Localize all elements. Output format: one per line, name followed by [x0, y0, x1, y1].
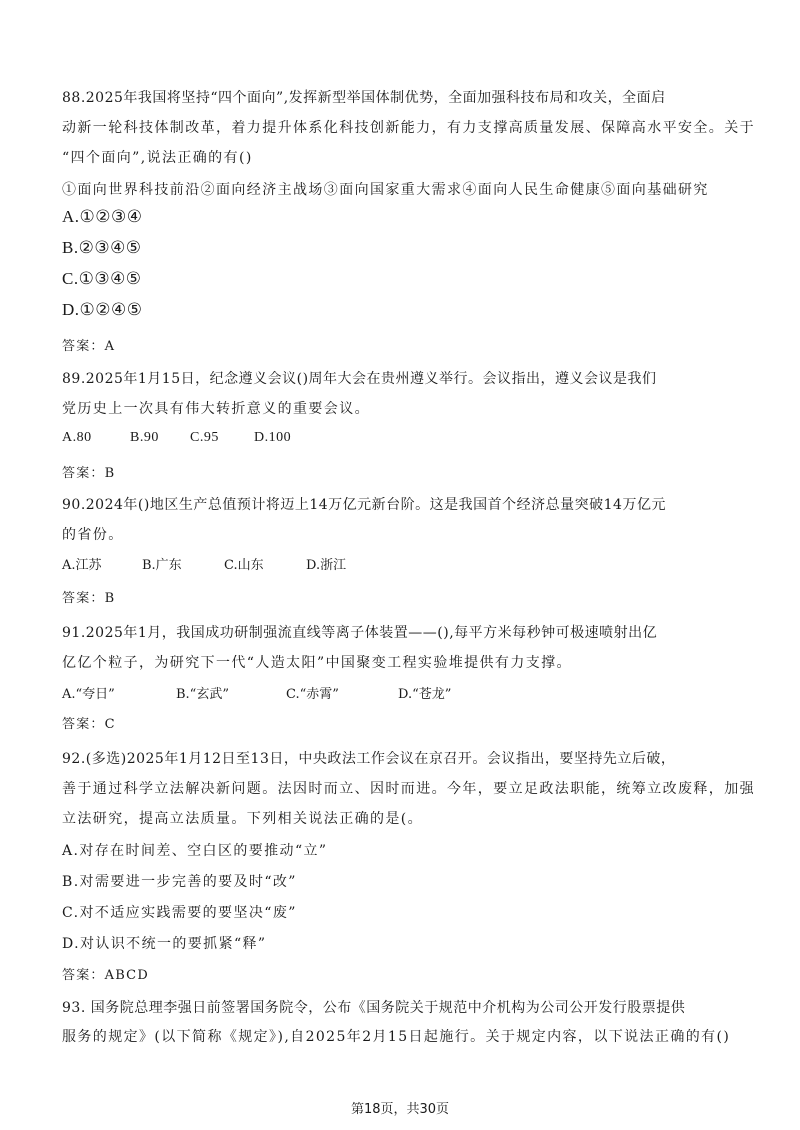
question-91-line-1: 91.2025年1月，我国成功研制强流直线等离子体装置——(),每平方米每秒钟可极速喷射出亿 — [62, 625, 658, 641]
question-89-option-b: B.90 — [130, 430, 159, 445]
question-88-answer: 答案：A — [62, 339, 116, 354]
question-92-option-b: B.对需要进一步完善的要及时“改” — [62, 874, 297, 890]
question-93-line-2: 服务的规定》(以下简称《规定》),自2025年2月15日起施行。关于规定内容，以下说法正确的有() — [62, 1029, 731, 1045]
question-89-option-d: D.100 — [254, 430, 292, 445]
question-88-option-b: B.②③④⑤ — [62, 238, 142, 257]
question-92-option-c: C.对不适应实践需要的要坚决“废” — [62, 905, 297, 921]
question-92-line-1: 92.(多选)2025年1月12日至13日，中央政法工作会议在京召开。会议指出，要坚持先立后破， — [62, 751, 676, 767]
question-92-line-2: 善于通过科学立法解决新问题。法因时而立、因时而进。今年，要立足政法职能，统筹立改废释，加强 — [62, 781, 755, 797]
question-88-option-d: D.①②④⑤ — [62, 300, 143, 319]
question-92-line-3: 立法研究，提高立法质量。下列相关说法正确的是(。 — [62, 811, 424, 827]
question-91-answer: 答案：C — [62, 717, 116, 732]
question-88-line-1: 88.2025年我国将坚持“四个面向”,发挥新型举国体制优势，全面加强科技布局和攻关，全面启 — [62, 90, 666, 106]
question-89-options — [62, 428, 291, 448]
question-91-options — [62, 685, 451, 705]
question-90-options — [62, 556, 346, 576]
question-90-option-a: A.江苏 — [62, 558, 102, 573]
question-88-line-3: “四个面向”,说法正确的有() — [62, 150, 253, 166]
question-92-option-a: A.对存在时间差、空白区的要推动“立” — [62, 843, 328, 859]
question-90-option-d: D.浙江 — [306, 558, 347, 573]
question-90-answer: 答案：B — [62, 591, 116, 606]
question-89-line-2: 党历史上一次具有伟大转折意义的重要会议。 — [62, 401, 370, 417]
question-90-line-2: 的省份。 — [62, 527, 124, 543]
question-91-option-a: A.“夸日” — [62, 687, 115, 702]
question-88-line-2: 动新一轮科技体制改革，着力提升体系化科技创新能力，有力支撑高质量发展、保障高水平安全。关于 — [62, 120, 755, 136]
question-91-option-b: B.“玄武” — [176, 687, 229, 702]
question-88-option-a: A.①②③④ — [62, 207, 143, 226]
question-91-option-c: C.“赤霄” — [286, 687, 339, 702]
question-92-answer: 答案：ABCD — [62, 968, 149, 983]
question-90-line-1: 90.2024年()地区生产总值预计将迈上14万亿元新台阶。这是我国首个经济总量突破14万亿元 — [62, 497, 666, 513]
page-footer: 第18页，共30页 — [350, 1102, 450, 1117]
question-88-option-c: C.①③④⑤ — [62, 269, 142, 288]
question-91-line-2: 亿亿个粒子，为研究下一代“人造太阳”中国聚变工程实验堆提供有力支撑。 — [62, 655, 572, 671]
question-93-line-1: 93. 国务院总理李强日前签署国务院令，公布《国务院关于规范中介机构为公司公开发行股票提供 — [62, 1000, 686, 1016]
question-90-option-b: B.广东 — [142, 558, 182, 573]
question-92-option-d: D.对认识不统一的要抓紧“释” — [62, 936, 267, 952]
question-89-line-1: 89.2025年1月15日，纪念遵义会议()周年大会在贵州遵义举行。会议指出，遵义会议是我们 — [62, 371, 657, 387]
question-89-answer: 答案：B — [62, 466, 116, 481]
question-88-items: ①面向世界科技前沿②面向经济主战场③面向国家重大需求④面向人民生命健康⑤面向基础研究 — [62, 182, 709, 198]
question-89-option-a: A.80 — [62, 430, 92, 445]
question-91-option-d: D.“苍龙” — [398, 687, 452, 702]
question-89-option-c: C.95 — [190, 430, 219, 445]
question-90-option-c: C.山东 — [224, 558, 264, 573]
